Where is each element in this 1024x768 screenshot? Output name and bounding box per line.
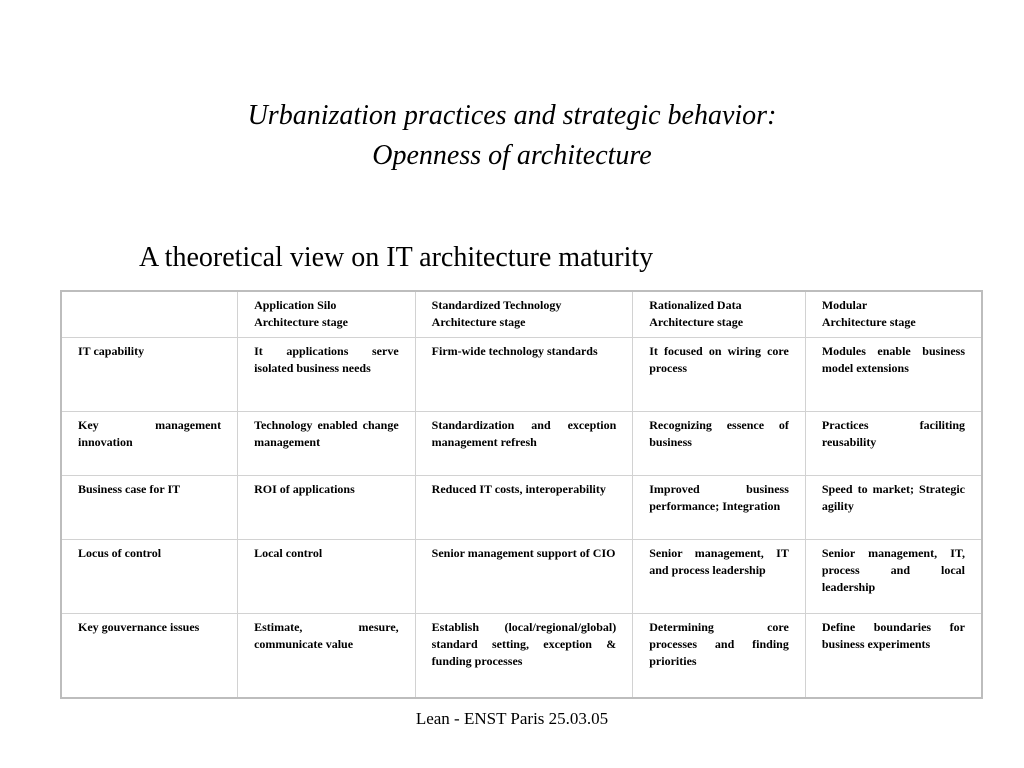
table-cell: Modules enable business model extensions <box>805 338 982 412</box>
slide-title-line-1: Urbanization practices and strategic behavior: <box>247 100 777 131</box>
table-cell: Determining core processes and finding priorities <box>633 614 806 698</box>
header-line: Architecture stage <box>431 315 526 329</box>
table-cell: Local control <box>238 540 416 614</box>
slide-title <box>0 96 1024 176</box>
architecture-maturity-table <box>60 290 983 699</box>
table-cell: It applications serve isolated business needs <box>238 338 416 412</box>
table-cell: It focused on wiring core process <box>633 338 806 412</box>
table-cell: Standardization and exception management refresh <box>415 412 633 476</box>
table-row-business-case <box>61 476 982 540</box>
table-cell: Estimate, mesure, communicate value <box>238 614 416 698</box>
table-row-locus-of-control <box>61 540 982 614</box>
table-cell: Firm-wide technology standards <box>415 338 633 412</box>
table-cell: Recognizing essence of business <box>633 412 806 476</box>
slide-title-line-2: Openness of architecture <box>372 140 652 171</box>
table-cell: Improved business performance; Integration <box>633 476 806 540</box>
table-cell: Technology enabled change management <box>238 412 416 476</box>
row-label: Key management innovation <box>61 412 238 476</box>
table-cell: Establish (local/regional/global) standard setting, exception & funding processes <box>415 614 633 698</box>
header-cell-rationalized-data <box>633 291 806 338</box>
table-cell: Senior management support of CIO <box>415 540 633 614</box>
slide-footer: Lean - ENST Paris 25.03.05 <box>415 709 609 728</box>
header-cell-application-silo <box>238 291 416 338</box>
header-line: Application Silo <box>254 298 337 312</box>
table-row-key-management-innovation <box>61 412 982 476</box>
table-cell: Practices faciliting reusability <box>805 412 982 476</box>
table-cell: ROI of applications <box>238 476 416 540</box>
table-row-key-governance-issues <box>61 614 982 698</box>
slide-subtitle: A theoretical view on IT architecture maturity <box>139 242 654 273</box>
row-label: Key gouvernance issues <box>61 614 238 698</box>
row-label: Locus of control <box>61 540 238 614</box>
header-cell-empty <box>61 291 238 338</box>
header-line: Architecture stage <box>254 315 348 329</box>
table-cell: Reduced IT costs, interoperability <box>415 476 633 540</box>
table-header-row <box>61 291 982 338</box>
header-cell-modular <box>805 291 982 338</box>
table-cell: Speed to market; Strategic agility <box>805 476 982 540</box>
table-cell: Define boundaries for business experiments <box>805 614 982 698</box>
row-label: IT capability <box>61 338 238 412</box>
header-cell-standardized-technology <box>415 291 633 338</box>
row-label: Business case for IT <box>61 476 238 540</box>
header-line: Standardized Technology <box>431 298 562 312</box>
header-line: Architecture stage <box>821 315 916 329</box>
header-line: Modular <box>821 298 868 312</box>
table-row-it-capability <box>61 338 982 412</box>
table-cell: Senior management, IT and process leadership <box>633 540 806 614</box>
header-line: Rationalized Data <box>649 298 742 312</box>
table-cell: Senior management, IT, process and local leadership <box>805 540 982 614</box>
header-line: Architecture stage <box>649 315 744 329</box>
